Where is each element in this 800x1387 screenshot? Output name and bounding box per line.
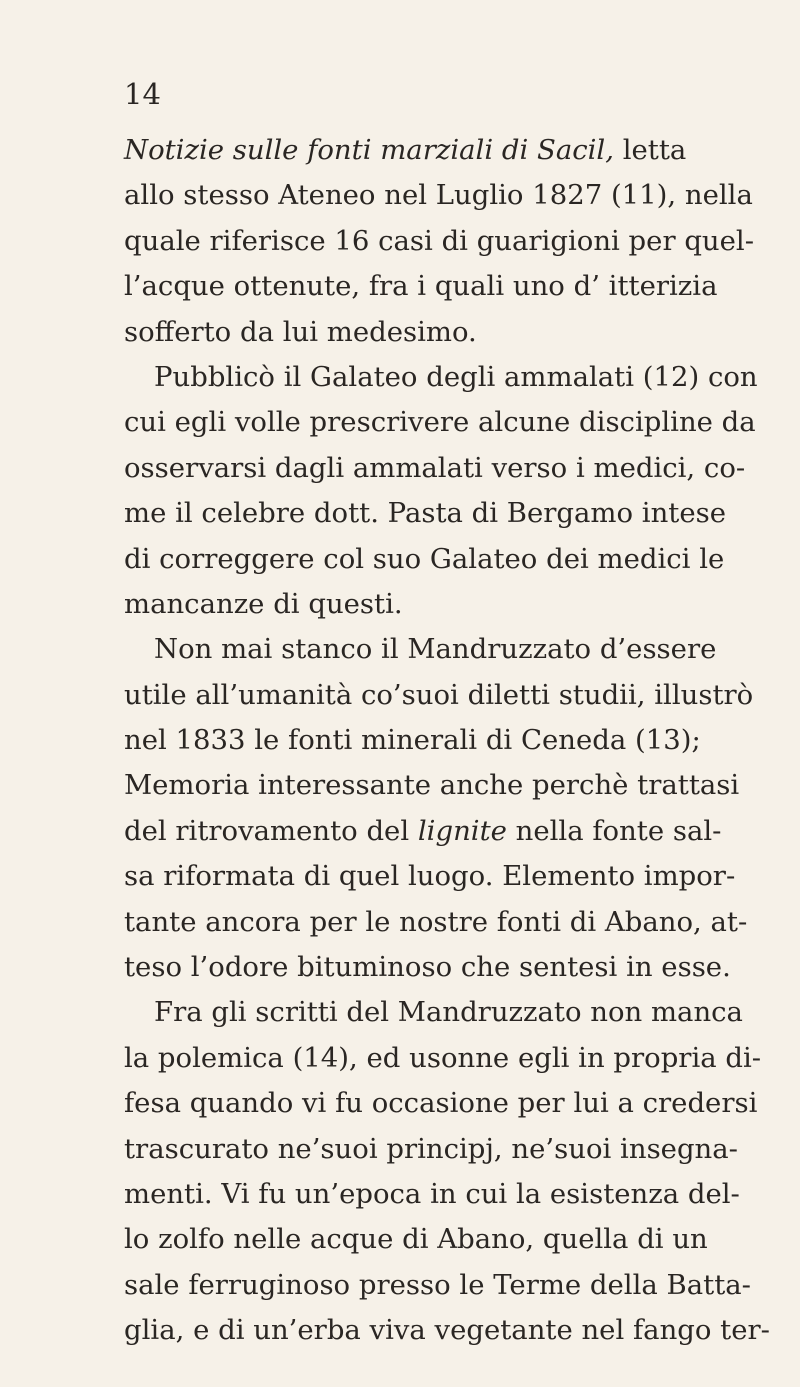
text-line <box>124 128 687 173</box>
text-segment: teso l’odore bituminoso che sentesi in esse. <box>124 951 731 984</box>
text-line <box>124 400 756 445</box>
text-segment: Fra gli scritti del Mandruzzato non manca <box>154 996 743 1029</box>
text-line <box>124 355 758 400</box>
text-line <box>124 990 743 1035</box>
text-segment: me il celebre dott. Pasta di Bergamo intese <box>124 497 727 530</box>
text-segment: letta <box>613 134 687 166</box>
text-line <box>124 854 736 899</box>
text-line <box>124 1127 738 1172</box>
text-line <box>124 1172 740 1217</box>
text-line <box>124 1036 762 1081</box>
text-line <box>124 900 748 945</box>
text-segment: glia, e di un’erba viva vegetante nel fango ter- <box>124 1314 770 1347</box>
text-segment: utile all’umanità co’suoi diletti studii, illustrò <box>124 678 754 711</box>
text-segment: sale ferruginoso presso le Terme della Batta- <box>124 1268 751 1301</box>
text-line <box>124 264 718 309</box>
text-segment: tante ancora per le nostre fonti di Abano, at- <box>124 905 748 938</box>
text-segment: Pubblicò il Galateo degli ammalati (12) con <box>154 360 758 393</box>
text-segment: osservarsi dagli ammalati verso i medici, co- <box>124 451 746 484</box>
text-line <box>124 491 727 536</box>
text-segment: trascurato ne’suoi principj, ne’suoi insegna- <box>124 1132 738 1165</box>
text-segment: nella fonte sal- <box>506 814 722 847</box>
text-segment: mancanze di questi. <box>124 587 403 620</box>
text-line <box>124 1217 708 1262</box>
text-segment: sofferto da lui medesimo. <box>124 315 477 348</box>
text-segment: del ritrovamento del <box>124 814 418 847</box>
text-segment: di correggere col suo Galateo dei medici le <box>124 542 725 575</box>
text-line <box>124 763 740 808</box>
text-segment: fesa quando vi fu occasione per lui a credersi <box>124 1087 758 1120</box>
text-line <box>124 673 754 718</box>
text-line <box>124 1308 770 1353</box>
text-segment: lo zolfo nelle acque di Abano, quella di un <box>124 1223 708 1256</box>
text-segment: menti. Vi fu un’epoca in cui la esistenza del- <box>124 1177 740 1210</box>
text-line <box>124 1263 751 1308</box>
text-line <box>124 446 746 491</box>
text-segment: Non mai stanco il Mandruzzato d’essere <box>154 633 717 666</box>
text-line <box>124 1081 758 1126</box>
text-segment: quale riferisce 16 casi di guarigioni per quel- <box>124 224 755 257</box>
text-line <box>124 627 717 672</box>
text-segment: la polemica (14), ed usonne egli in propria di- <box>124 1041 762 1074</box>
italic-text-segment: lignite <box>417 814 507 847</box>
text-line <box>124 718 701 763</box>
text-segment: Memoria interessante anche perchè trattasi <box>124 769 740 802</box>
text-line <box>124 219 755 264</box>
page-number: 14 <box>124 77 161 111</box>
text-line <box>124 537 725 582</box>
text-segment: l’acque ottenute, fra i quali uno d’ itterizia <box>124 270 718 303</box>
text-segment: sa riformata di quel luogo. Elemento impor- <box>124 860 736 893</box>
text-segment: nel 1833 le fonti minerali di Ceneda (13); <box>124 724 701 757</box>
italic-text-segment: Notizie sulle fonti marziali di Sacil, <box>124 134 614 166</box>
text-line <box>124 173 753 218</box>
text-line <box>124 945 731 990</box>
body-text <box>124 128 770 1354</box>
text-line <box>124 310 684 355</box>
text-segment: cui egli volle prescrivere alcune discipline da <box>124 406 756 439</box>
text-segment: allo stesso Ateneo nel Luglio 1827 (11), nella <box>124 179 753 212</box>
text-line <box>124 809 722 854</box>
text-line <box>124 582 684 627</box>
